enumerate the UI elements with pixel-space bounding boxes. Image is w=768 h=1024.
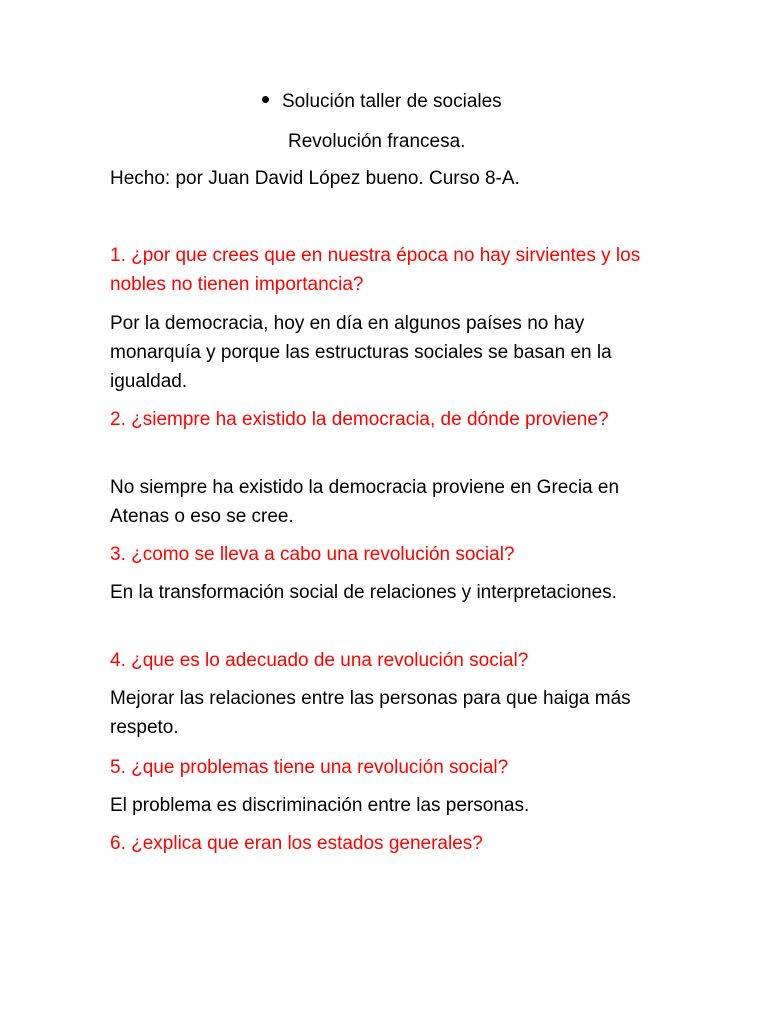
answer-2: No siempre ha existido la democracia proviene en Grecia en Atenas o eso se cree. [110, 477, 620, 527]
question-4: 4. ¿que es lo adecuado de una revolución social? [110, 650, 529, 671]
answer-4: Mejorar las relaciones entre las personas para que haiga más respeto. [110, 688, 631, 738]
author-line: Hecho: por Juan David López bueno. Curso 8-A. [110, 168, 520, 189]
question-3: 3. ¿como se lleva a cabo una revolución social? [110, 544, 515, 565]
document-subtitle: Revolución francesa. [288, 131, 466, 152]
document-title: Solución taller de sociales [282, 91, 502, 112]
bullet-dot-icon [262, 96, 269, 103]
question-2: 2. ¿siempre ha existido la democracia, de dónde proviene? [110, 409, 609, 430]
question-5: 5. ¿que problemas tiene una revolución social? [110, 757, 509, 778]
answer-1: Por la democracia, hoy en día en algunos países no hay monarquía y porque las estructuras sociales se basan en la igualdad. [110, 313, 612, 392]
bullet-title-line [262, 87, 502, 116]
answer-5: El problema es discriminación entre las personas. [110, 795, 530, 816]
answer-3: En la transformación social de relaciones y interpretaciones. [110, 582, 617, 603]
question-1: 1. ¿por que crees que en nuestra época no hay sirvientes y los nobles no tienen importancia? [110, 245, 641, 295]
question-6: 6. ¿explica que eran los estados generales? [110, 833, 483, 854]
